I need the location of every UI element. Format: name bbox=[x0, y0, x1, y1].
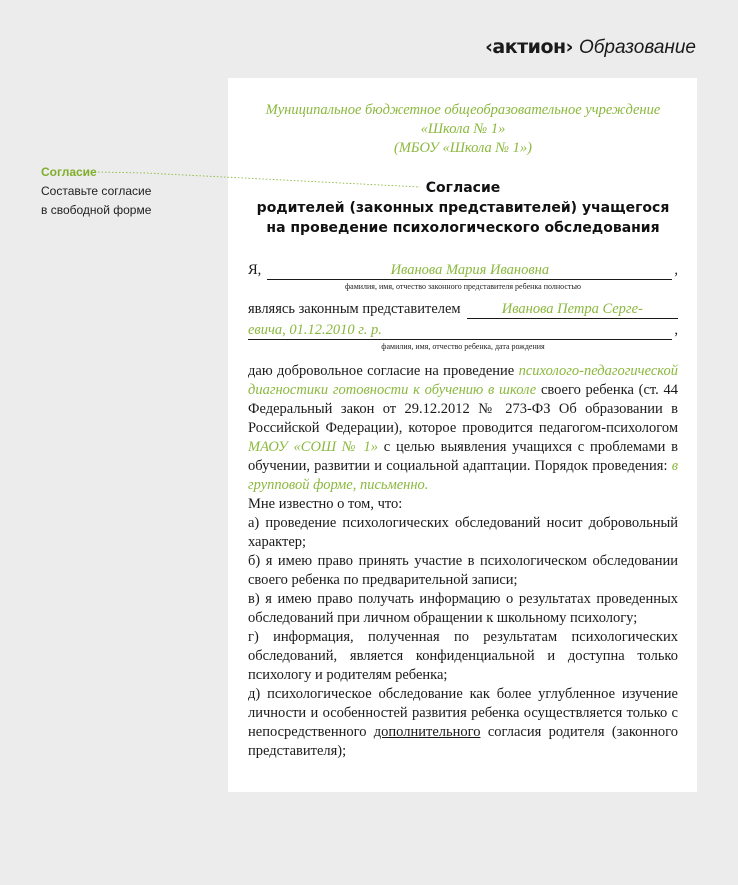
diagnostic-type: психолого-педагогической диагностики готовности к обучению в школе bbox=[248, 363, 678, 398]
representative-prefix: являясь законным представителем bbox=[248, 301, 461, 317]
known-intro: Мне известно о том, что: bbox=[248, 496, 403, 512]
consent-body bbox=[248, 362, 678, 761]
additional-consent-word: дополнительного bbox=[373, 724, 481, 740]
parent-name-caption: фамилия, имя, отчество законного представителя ребенка полностью bbox=[344, 282, 582, 291]
sidebar-note bbox=[41, 163, 191, 220]
school-name: МАОУ «СОШ № 1» bbox=[248, 439, 378, 455]
sidebar-hint-line2: в свободной форме bbox=[41, 203, 152, 217]
brand-name: ‹актион› bbox=[485, 36, 573, 58]
item-v: в) я имею право получать информацию о результатах проведенных обследований при личном обращении к школьному психологу; bbox=[248, 591, 678, 626]
sidebar-title: Согласие bbox=[41, 165, 97, 179]
child-name-caption: фамилия, имя, отчество ребенка, дата рождения bbox=[381, 342, 545, 351]
child-name-block: являясь законным представителем Иванова Петра Серге- евича, 01.12.2010 г. р. , фамилия, имя, отчество ребенка, дата рождения bbox=[248, 301, 678, 351]
item-d: д) психологическое обследование как более углубленное изучение личности и особенностей развития ребенка осуществляется только с непосредственного дополнительного согласия родителя (законного представителя); bbox=[248, 686, 678, 759]
consent-document bbox=[248, 98, 678, 761]
child-name-field-part2[interactable]: евича, 01.12.2010 г. р. bbox=[248, 321, 672, 340]
sidebar-hint-line1: Составьте согласие bbox=[41, 184, 152, 198]
ya-prefix: Я, bbox=[248, 262, 262, 278]
parent-name-field[interactable]: Иванова Мария Ивановна bbox=[267, 261, 672, 280]
brand-logo bbox=[485, 36, 696, 59]
item-a: а) проведение психологических обследований носит добровольный характер; bbox=[248, 515, 678, 550]
child-name-field-part1[interactable]: Иванова Петра Серге- bbox=[467, 300, 678, 319]
item-g: г) информация, полученная по результатам психологических обследований, является конфиденциальной и доступна только психологу и родителям ребенка; bbox=[248, 629, 678, 683]
title-line-3: на проведение психологического обследования bbox=[266, 220, 660, 236]
brand-section: Образование bbox=[578, 37, 696, 58]
consent-paragraph: даю добровольное согласие на проведение психолого-педагогической диагностики готовности к обучению в школе своего ребенка (ст. 44 Федеральный закон от 29.12.2012 № 273-ФЗ Об образовании в Российской Федерации), которое проводится педагогом-психологом МАОУ «СОШ № 1» с целью выявления учащихся с проблемами в обучении, развитии и социальной адаптации. Порядок проведения: в групповой форме, письменно. bbox=[248, 363, 678, 493]
org-line-2: «Школа № 1» bbox=[420, 121, 506, 137]
document-title bbox=[238, 178, 688, 238]
org-line-3: (МБОУ «Школа № 1») bbox=[394, 140, 532, 156]
organization-header bbox=[248, 101, 678, 158]
title-line-2: родителей (законных представителей) учащегося bbox=[256, 200, 670, 216]
title-line-1: Согласие bbox=[425, 180, 501, 196]
org-line-1: Муниципальное бюджетное общеобразовательное учреждение bbox=[265, 102, 661, 118]
procedure-form: в групповой форме, письменно. bbox=[248, 458, 678, 493]
item-b: б) я имею право принять участие в психологическом обследовании своего ребенка по предварительной записи; bbox=[248, 553, 678, 588]
parent-name-block: Я, Иванова Мария Ивановна , фамилия, имя, отчество законного представителя ребенка полностью bbox=[248, 262, 678, 291]
